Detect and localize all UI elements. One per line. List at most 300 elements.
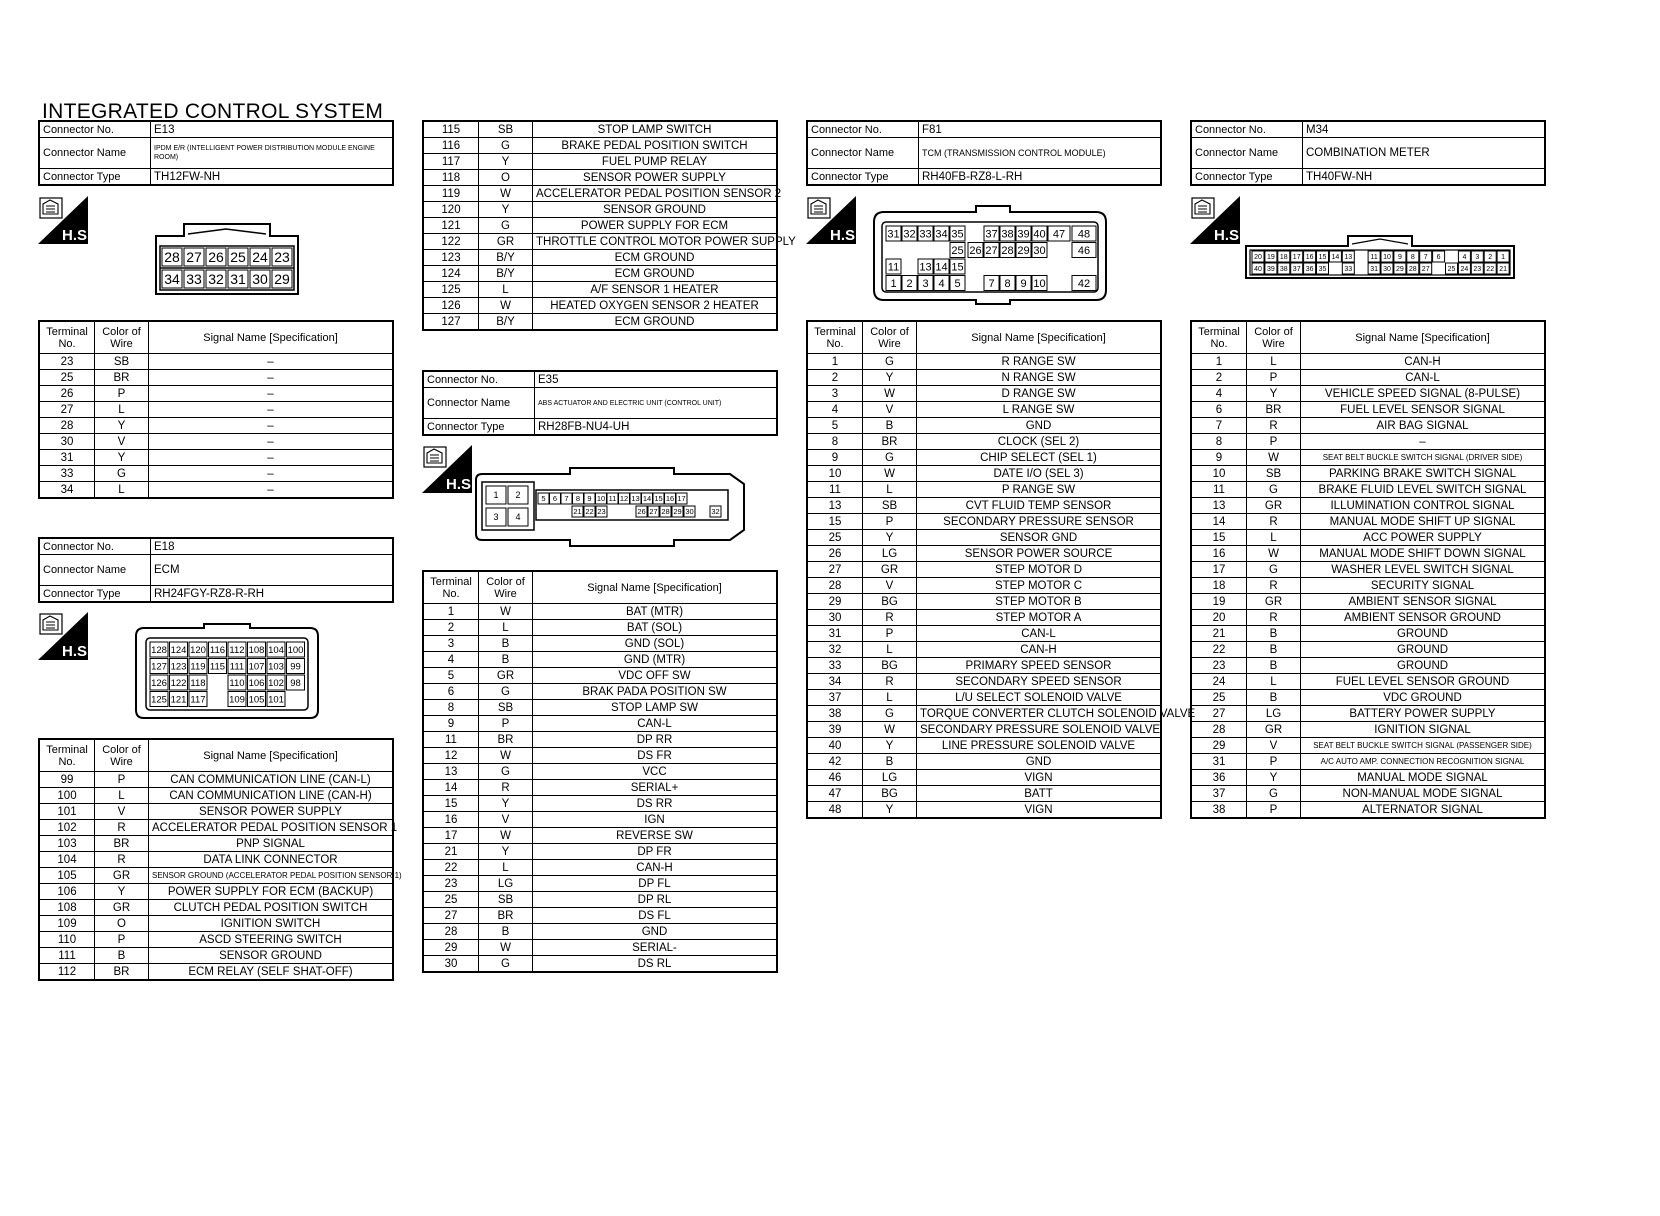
wire-color: L: [95, 788, 149, 804]
col-terminal-no: Terminal No.: [423, 571, 479, 604]
table-row: [807, 386, 1161, 402]
signal-name: AMBIENT SENSOR SIGNAL: [1301, 594, 1546, 610]
pin-label: 29: [274, 271, 290, 288]
label: Connector Type: [1191, 169, 1303, 186]
table-row: [1191, 418, 1545, 434]
terminal-no: 102: [39, 820, 95, 836]
signal-name: STEP MOTOR A: [917, 610, 1162, 626]
f81-header: [806, 120, 1162, 186]
signal-name: CAN-L: [1301, 370, 1546, 386]
terminal-no: 16: [1191, 546, 1247, 562]
signal-name: REVERSE SW: [533, 828, 778, 844]
signal-name: CHIP SELECT (SEL 1): [917, 450, 1162, 466]
terminal-no: 10: [1191, 466, 1247, 482]
terminal-no: 7: [1191, 418, 1247, 434]
signal-name: –: [149, 482, 394, 499]
page-title: INTEGRATED CONTROL SYSTEM: [42, 100, 384, 123]
terminal-no: 8: [423, 700, 479, 716]
col-color-of-wire: Color of Wire: [95, 739, 149, 772]
table-row: [423, 908, 777, 924]
signal-name: IGNITION SIGNAL: [1301, 722, 1546, 738]
wire-color: GR: [1247, 498, 1301, 514]
label: Connector Name: [1191, 138, 1303, 169]
table-row: [423, 121, 777, 138]
signal-name: DATA LINK CONNECTOR: [149, 852, 394, 868]
terminal-no: 22: [1191, 642, 1247, 658]
signal-name: L/U SELECT SOLENOID VALVE: [917, 690, 1162, 706]
terminal-no: 20: [1191, 610, 1247, 626]
pin-label: 28: [661, 507, 670, 517]
pin-label: 103: [268, 661, 284, 673]
pin-label: 27: [186, 249, 202, 266]
signal-name: CVT FLUID TEMP SENSOR: [917, 498, 1162, 514]
table-row: [807, 354, 1161, 370]
signal-name: DP RL: [533, 892, 778, 908]
wire-color: BR: [95, 370, 149, 386]
wire-color: L: [479, 282, 533, 298]
pin-label: 23: [597, 507, 606, 517]
wire-color: GR: [479, 234, 533, 250]
pin-label: 10: [1383, 254, 1391, 262]
pin-label: 22: [585, 507, 594, 517]
pin-label: 104: [268, 644, 284, 656]
wire-color: R: [1247, 578, 1301, 594]
table-row: [423, 956, 777, 973]
label: Connector No.: [39, 538, 151, 555]
pin-label: 28: [1408, 266, 1417, 274]
pin-label: 39: [1267, 266, 1275, 274]
pin-label: 47: [1052, 228, 1066, 241]
pin-label: 22: [1486, 266, 1495, 274]
signal-name: ASCD STEERING SWITCH: [149, 932, 394, 948]
table-row: [423, 892, 777, 908]
terminal-no: 19: [1191, 594, 1247, 610]
signal-name: SERIAL-: [533, 940, 778, 956]
pin-label: 11: [887, 261, 900, 274]
signal-name: BAT (MTR): [533, 604, 778, 620]
wire-color: R: [95, 820, 149, 836]
wire-color: V: [95, 434, 149, 450]
pin-label: 40: [1254, 266, 1262, 274]
signal-name: IGN: [533, 812, 778, 828]
signal-name: CAN-L: [533, 716, 778, 732]
pin-label: 115: [209, 661, 226, 673]
pin-label: 33: [186, 271, 202, 288]
wire-color: SB: [95, 354, 149, 370]
pin-label: 2: [906, 277, 913, 290]
terminal-no: 38: [807, 706, 863, 722]
table-row: [1191, 674, 1545, 690]
terminal-no: 111: [39, 948, 95, 964]
wire-color: B: [95, 948, 149, 964]
table-row: [39, 820, 393, 836]
hs-icon: [1190, 196, 1244, 249]
terminal-no: 123: [423, 250, 479, 266]
pin-label: 21: [1499, 266, 1507, 274]
signal-name: SECONDARY PRESSURE SOLENOID VALVE: [917, 722, 1162, 738]
terminal-no: 23: [39, 354, 95, 370]
signal-name: VCC: [533, 764, 778, 780]
terminal-no: 103: [39, 836, 95, 852]
terminal-no: 11: [1191, 482, 1247, 498]
table-row: [807, 402, 1161, 418]
terminal-no: 30: [39, 434, 95, 450]
table-row: [807, 722, 1161, 738]
signal-name: –: [149, 402, 394, 418]
hs-label: H.S.: [1214, 227, 1244, 244]
wire-color: V: [863, 578, 917, 594]
wire-color: P: [1247, 370, 1301, 386]
terminal-no: 106: [39, 884, 95, 900]
pin-label: 4: [938, 277, 945, 290]
pin-label: 30: [1383, 266, 1391, 274]
pin-label: 27: [985, 244, 998, 257]
wire-color: L: [1247, 530, 1301, 546]
pin-label: 1: [890, 277, 897, 290]
terminal-no: 27: [1191, 706, 1247, 722]
wire-color: Y: [479, 844, 533, 860]
wire-color: P: [863, 626, 917, 642]
wire-color: W: [863, 466, 917, 482]
pin-label: 124: [170, 644, 187, 656]
wire-color: GR: [95, 868, 149, 884]
signal-name: SEAT BELT BUCKLE SWITCH SIGNAL (DRIVER SIDE): [1301, 450, 1546, 466]
terminal-no: 3: [423, 636, 479, 652]
pin-label: 6: [552, 494, 558, 504]
terminal-no: 48: [807, 802, 863, 819]
pin-label: 34: [164, 271, 180, 288]
table-row: [1191, 482, 1545, 498]
pin-label: 17: [677, 494, 686, 504]
table-row: [1191, 722, 1545, 738]
table-row: [423, 298, 777, 314]
terminal-no: 14: [1191, 514, 1247, 530]
pin-label: 28: [164, 249, 180, 266]
wire-color: LG: [863, 546, 917, 562]
pin-label: 19: [1267, 254, 1275, 262]
terminal-no: 28: [423, 924, 479, 940]
wire-color: P: [863, 514, 917, 530]
wire-color: LG: [1247, 706, 1301, 722]
signal-name: D RANGE SW: [917, 386, 1162, 402]
pin-label: 7: [1423, 254, 1428, 262]
terminal-no: 4: [423, 652, 479, 668]
table-row: [39, 354, 393, 370]
wire-color: L: [863, 482, 917, 498]
pin-label: 9: [1020, 277, 1027, 290]
table-row: [423, 170, 777, 186]
pin-label: 20: [1254, 254, 1262, 262]
pin-label: 16: [665, 494, 675, 504]
signal-name: P RANGE SW: [917, 482, 1162, 498]
wire-color: W: [479, 748, 533, 764]
wire-color: G: [1247, 482, 1301, 498]
terminal-no: 110: [39, 932, 95, 948]
terminal-no: 101: [39, 804, 95, 820]
pin-label: 98: [290, 677, 301, 689]
pin-label: 107: [248, 661, 265, 673]
pin-label: 31: [1370, 266, 1378, 274]
table-row: [1191, 434, 1545, 450]
hs-icon: [38, 196, 92, 249]
signal-name: VEHICLE SPEED SIGNAL (8-PULSE): [1301, 386, 1546, 402]
hs-label: H.S.: [62, 227, 92, 244]
signal-name: TORQUE CONVERTER CLUTCH SOLENOID VALVE: [917, 706, 1162, 722]
label: Connector Name: [423, 388, 535, 419]
table-row: [423, 652, 777, 668]
table-row: [423, 748, 777, 764]
signal-name: SECONDARY PRESSURE SENSOR: [917, 514, 1162, 530]
wire-color: GR: [479, 668, 533, 684]
pin-label: 7: [564, 494, 569, 504]
signal-name: –: [149, 466, 394, 482]
pin-label: 15: [654, 494, 663, 504]
pin-label: 126: [151, 677, 167, 689]
table-row: [423, 282, 777, 298]
pin-label: 120: [190, 644, 206, 656]
table-row: [423, 186, 777, 202]
terminal-no: 26: [807, 546, 863, 562]
signal-name: CLOCK (SEL 2): [917, 434, 1162, 450]
signal-name: STOP LAMP SWITCH: [533, 121, 778, 138]
terminal-no: 22: [423, 860, 479, 876]
terminal-no: 9: [423, 716, 479, 732]
terminal-no: 17: [1191, 562, 1247, 578]
table-row: [807, 466, 1161, 482]
col-signal-name: Signal Name [Specification]: [149, 321, 394, 354]
wire-color: R: [863, 674, 917, 690]
table-row: [39, 900, 393, 916]
table-row: [1191, 658, 1545, 674]
pin-label: 29: [673, 507, 682, 517]
signal-name: DP RR: [533, 732, 778, 748]
table-row: [39, 418, 393, 434]
table-row: [1191, 690, 1545, 706]
table-row: [39, 804, 393, 820]
pin-label: 108: [248, 644, 265, 656]
pin-label: 42: [1077, 277, 1091, 290]
pin-label: 9: [1397, 254, 1402, 262]
terminal-no: 26: [39, 386, 95, 402]
table-row: [1191, 626, 1545, 642]
terminal-no: 38: [1191, 802, 1247, 819]
signal-name: ECM GROUND: [533, 314, 778, 331]
terminal-no: 18: [1191, 578, 1247, 594]
pin-label: 8: [1004, 277, 1011, 290]
pin-label: 16: [1305, 254, 1314, 262]
terminal-no: 28: [39, 418, 95, 434]
signal-name: GND: [533, 924, 778, 940]
label: Connector No.: [39, 121, 151, 138]
pin-label: 100: [287, 644, 304, 656]
terminal-no: 2: [423, 620, 479, 636]
terminal-no: 104: [39, 852, 95, 868]
wire-color: G: [479, 956, 533, 973]
signal-name: BRAKE FLUID LEVEL SWITCH SIGNAL: [1301, 482, 1546, 498]
wire-color: W: [479, 604, 533, 620]
pin-label: 9: [587, 494, 592, 504]
signal-name: NON-MANUAL MODE SIGNAL: [1301, 786, 1546, 802]
signal-name: AIR BAG SIGNAL: [1301, 418, 1546, 434]
terminal-no: 13: [1191, 498, 1247, 514]
wire-color: B/Y: [479, 266, 533, 282]
pin-label: 30: [252, 271, 268, 288]
table-row: [423, 796, 777, 812]
table-row: [1191, 802, 1545, 819]
connector-no: E35: [535, 371, 778, 388]
table-row: [807, 498, 1161, 514]
col-terminal-no: Terminal No.: [1191, 321, 1247, 354]
table-row: [807, 514, 1161, 530]
pin-label: 5: [954, 277, 961, 290]
pin-label: 10: [596, 494, 606, 504]
wire-color: G: [479, 764, 533, 780]
table-row: [807, 370, 1161, 386]
wire-color: Y: [95, 418, 149, 434]
pin-label: 125: [151, 694, 167, 706]
table-row: [423, 154, 777, 170]
e13-header: [38, 120, 394, 186]
wire-color: V: [863, 402, 917, 418]
terminal-no: 13: [423, 764, 479, 780]
table-row: [423, 700, 777, 716]
pin-label: 46: [1077, 244, 1091, 257]
pin-label: 26: [637, 507, 646, 517]
pin-label: 18: [1279, 254, 1288, 262]
terminal-no: 105: [39, 868, 95, 884]
signal-name: –: [149, 434, 394, 450]
pin-label: 34: [935, 228, 948, 241]
wire-color: P: [1247, 754, 1301, 770]
signal-name: VDC OFF SW: [533, 668, 778, 684]
wire-color: W: [479, 298, 533, 314]
table-row: [423, 876, 777, 892]
terminal-no: 8: [807, 434, 863, 450]
terminal-no: 6: [1191, 402, 1247, 418]
signal-name: ECM GROUND: [533, 250, 778, 266]
pin-label: 21: [573, 507, 582, 517]
terminal-no: 21: [423, 844, 479, 860]
signal-name: MANUAL MODE SHIFT DOWN SIGNAL: [1301, 546, 1546, 562]
pin-label: 12: [619, 494, 629, 504]
signal-name: SENSOR POWER SUPPLY: [149, 804, 394, 820]
terminal-no: 30: [423, 956, 479, 973]
terminal-no: 34: [39, 482, 95, 499]
pin-label: 30: [1033, 244, 1046, 257]
terminal-no: 23: [423, 876, 479, 892]
pin-label: 7: [988, 277, 995, 290]
terminal-no: 118: [423, 170, 479, 186]
pin-label: 39: [1017, 228, 1030, 241]
connector-type: TH40FW-NH: [1303, 169, 1546, 186]
wire-color: R: [95, 852, 149, 868]
signal-name: LINE PRESSURE SOLENOID VALVE: [917, 738, 1162, 754]
wire-color: BG: [863, 786, 917, 802]
terminal-no: 125: [423, 282, 479, 298]
terminal-no: 14: [423, 780, 479, 796]
wire-color: Y: [479, 796, 533, 812]
pin-label: 123: [170, 661, 187, 673]
wire-color: O: [479, 170, 533, 186]
connector-name: TCM (TRANSMISSION CONTROL MODULE): [919, 138, 1162, 169]
terminal-no: 119: [423, 186, 479, 202]
wire-color: G: [863, 354, 917, 370]
pin-label: 116: [209, 644, 226, 656]
terminal-no: 29: [807, 594, 863, 610]
wire-color: L: [479, 860, 533, 876]
pin-label: 122: [170, 677, 187, 689]
pin-label: 121: [170, 694, 187, 706]
pin-label: 8: [575, 494, 581, 504]
signal-name: SENSOR GROUND: [149, 948, 394, 964]
wire-color: V: [1247, 738, 1301, 754]
connector-type: RH24FGY-RZ8-R-RH: [151, 586, 394, 603]
terminal-no: 124: [423, 266, 479, 282]
wire-color: SB: [1247, 466, 1301, 482]
table-row: [423, 732, 777, 748]
signal-name: DS RR: [533, 796, 778, 812]
table-row: [807, 690, 1161, 706]
wire-color: P: [95, 772, 149, 788]
signal-name: CAN-H: [1301, 354, 1546, 370]
wire-color: B: [479, 924, 533, 940]
table-row: [39, 932, 393, 948]
wire-color: V: [479, 812, 533, 828]
pin-label: 99: [290, 661, 301, 673]
pin-label: 24: [1460, 266, 1469, 274]
terminal-no: 5: [423, 668, 479, 684]
pin-label: 35: [951, 228, 964, 241]
terminal-no: 117: [423, 154, 479, 170]
terminal-no: 33: [39, 466, 95, 482]
signal-name: CAN COMMUNICATION LINE (CAN-H): [149, 788, 394, 804]
terminal-no: 120: [423, 202, 479, 218]
wire-color: Y: [479, 154, 533, 170]
pin-label: 32: [208, 271, 224, 288]
terminal-no: 8: [1191, 434, 1247, 450]
pin-label: 38: [1001, 228, 1014, 241]
signal-name: –: [149, 370, 394, 386]
terminal-no: 25: [423, 892, 479, 908]
e18-terminal-table-cont: [422, 120, 796, 331]
terminal-no: 21: [1191, 626, 1247, 642]
signal-name: DATE I/O (SEL 3): [917, 466, 1162, 482]
pin-label: 27: [649, 507, 658, 517]
signal-name: FUEL PUMP RELAY: [533, 154, 778, 170]
table-row: [1191, 738, 1545, 754]
signal-name: CLUTCH PEDAL POSITION SWITCH: [149, 900, 394, 916]
wire-color: P: [95, 386, 149, 402]
m34-terminal-table: [1190, 320, 1546, 819]
table-row: [1191, 706, 1545, 722]
terminal-no: 17: [423, 828, 479, 844]
wire-color: B: [1247, 642, 1301, 658]
wire-color: BR: [95, 964, 149, 981]
pin-label: 13: [1344, 254, 1353, 262]
signal-name: SECURITY SIGNAL: [1301, 578, 1546, 594]
terminal-no: 109: [39, 916, 95, 932]
signal-name: WASHER LEVEL SWITCH SIGNAL: [1301, 562, 1546, 578]
terminal-no: 25: [807, 530, 863, 546]
wire-color: G: [95, 466, 149, 482]
terminal-no: 23: [1191, 658, 1247, 674]
signal-name: L RANGE SW: [917, 402, 1162, 418]
pin-label: 1: [493, 490, 499, 501]
table-row: [807, 674, 1161, 690]
terminal-no: 1: [1191, 354, 1247, 370]
connector-no: E18: [151, 538, 394, 555]
terminal-no: 24: [1191, 674, 1247, 690]
